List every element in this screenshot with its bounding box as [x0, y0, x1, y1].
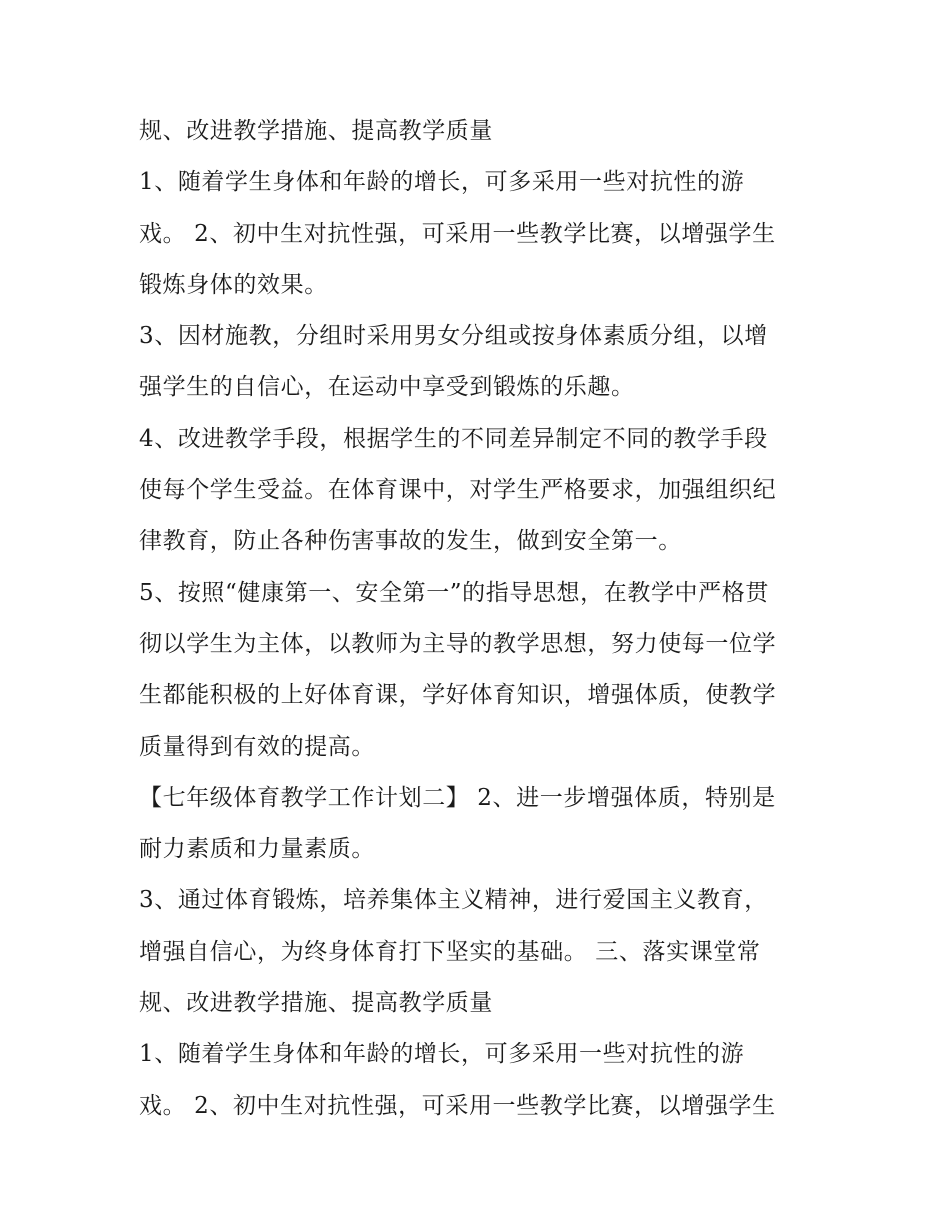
text-line: 强学生的自信心，在运动中享受到锻炼的乐趣。	[139, 374, 635, 401]
text-line: 使每个学生受益。在体育课中，对学生严格要求，加强组织纪	[139, 477, 777, 504]
text-line: 彻以学生为主体，以教师为主导的教学思想，努力使每一位学	[139, 630, 777, 657]
text-line: 戏。 2、初中生对抗性强，可采用一些教学比赛，以增强学生	[139, 220, 776, 247]
text-line: 1、随着学生身体和年龄的增长，可多采用一些对抗性的游	[139, 169, 745, 196]
text-line: 1、随着学生身体和年龄的增长，可多采用一些对抗性的游	[139, 1041, 745, 1068]
text-line: 质量得到有效的提高。	[139, 733, 375, 760]
text-line: 戏。 2、初中生对抗性强，可采用一些教学比赛，以增强学生	[139, 1092, 776, 1119]
document-body	[139, 106, 819, 1132]
text-line: 律教育，防止各种伤害事故的发生，做到安全第一。	[139, 528, 682, 555]
text-line: 锻炼身体的效果。	[139, 271, 328, 298]
section-heading-line: 【七年级体育教学工作计划二】 2、进一步增强体质，特别是	[139, 784, 776, 811]
text-line: 生都能积极的上好体育课，学好体育知识，增强体质，使教学	[139, 682, 777, 709]
text-line: 3、因材施教，分组时采用男女分组或按身体素质分组，以增	[139, 323, 768, 350]
text-line: 规、改进教学措施、提高教学质量	[139, 990, 493, 1017]
text-line: 耐力素质和力量素质。	[139, 836, 375, 863]
text-line: 3、通过体育锻炼，培养集体主义精神，进行爱国主义教育，	[139, 887, 768, 914]
text-line: 规、改进教学措施、提高教学质量	[139, 118, 493, 144]
text-line: 4、改进教学手段，根据学生的不同差异制定不同的教学手段	[139, 425, 768, 452]
text-line: 增强自信心，为终身体育打下坚实的基础。 三、落实课堂常	[139, 938, 761, 965]
text-line: 5、按照“健康第一、安全第一”的指导思想，在教学中严格贯	[139, 579, 769, 606]
